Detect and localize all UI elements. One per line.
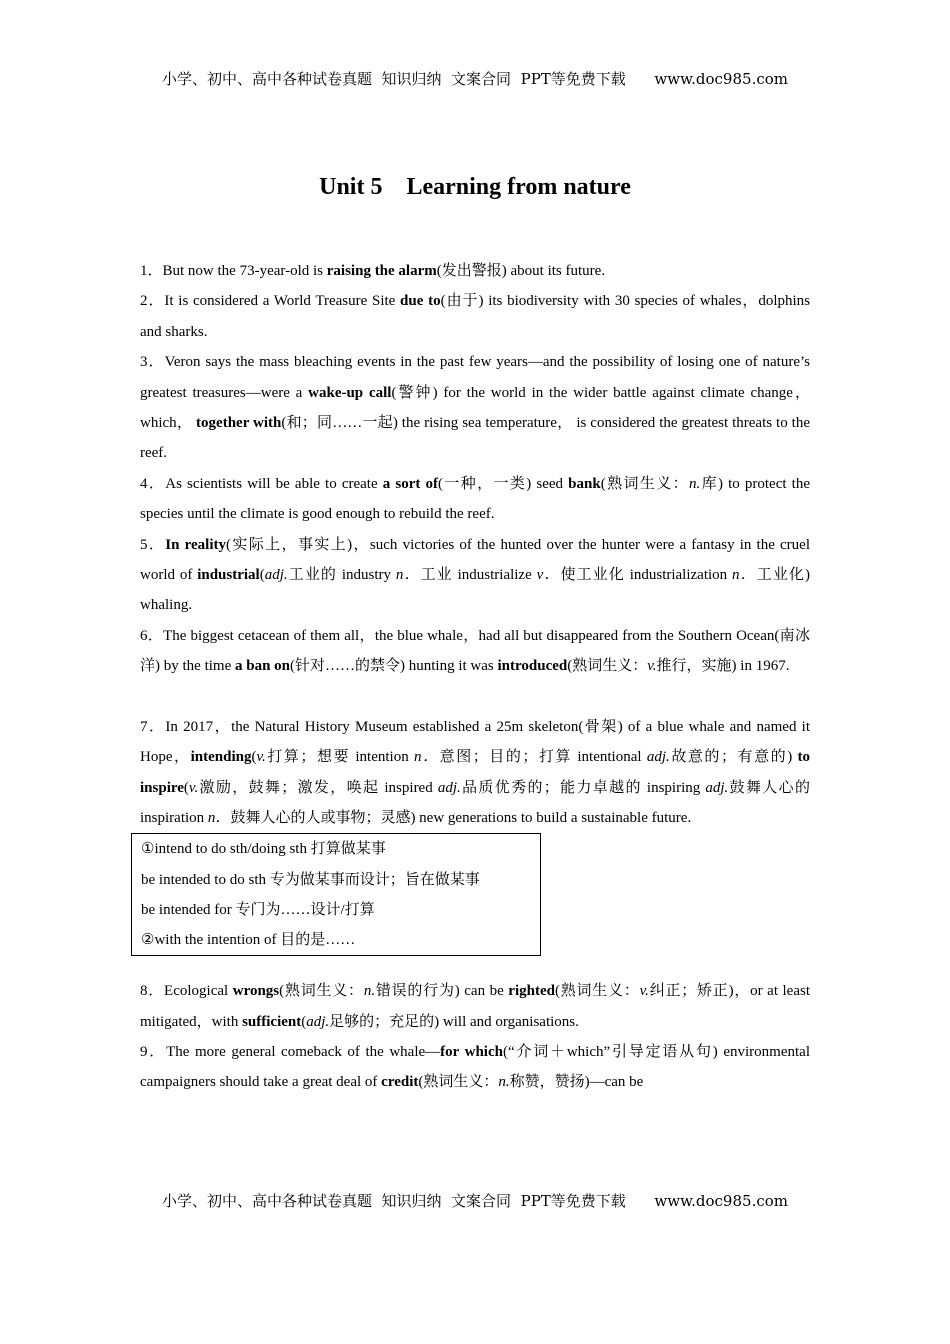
usage-note-line: be intended to do sth 专为做某事而设计；旨在做某事: [141, 871, 480, 888]
item-9: 9．The more general comeback of the whale—for which(“介词＋which”引导定语从句) environmental campaigners should take a great deal of credit(熟词生义：n.称赞，赞扬)—can be: [140, 1043, 810, 1091]
usage-note-line: ①intend to do sth/doing sth 打算做某事: [141, 841, 386, 858]
page-footer: 小学、初中、高中各种试卷真题 知识归纳 文案合同 PPT等免费下载 www.doc985.com: [161, 1192, 788, 1210]
item-3: 3．Veron says the mass bleaching events in the past few years—and the possibility of losing one of nature’s greatest treasures—were a wake-up call(警钟) for the world in the wider battle against climate change， which， together with(和；同……一起) the rising sea temperature， is considered the greatest threats to the reef.: [140, 354, 810, 462]
item-8: 8．Ecological wrongs(熟词生义：n.错误的行为) can be righted(熟词生义：v.纠正；矫正)，or at least mitigated，with sufficient(adj.足够的；充足的) will and organisations.: [140, 983, 811, 1030]
page-header: 小学、初中、高中各种试卷真题 知识归纳 文案合同 PPT等免费下载 www.doc985.com: [161, 70, 788, 88]
page-title: Unit 5 Learning from nature: [319, 174, 631, 200]
item-2: 2．It is considered a World Treasure Site due to(由于) its biodiversity with 30 species of whales，dolphins and sharks.: [140, 293, 810, 340]
item-6: 6．The biggest cetacean of them all，the blue whale，had all but disappeared from the Southern Ocean(南冰洋) by the time a ban on(针对……的禁令) hunting it was introduced(熟词生义：v.推行，实施) in 1967.: [140, 627, 810, 675]
usage-note-line: be intended for 专门为……设计/打算: [141, 901, 375, 918]
usage-note-box: [131, 833, 541, 956]
item-4: 4．As scientists will be able to create a sort of(一种，一类) seed bank(熟词生义：n.库) to protect the species until the climate is good enough to rebuild the reef.: [140, 475, 810, 523]
usage-note-line: ②with the intention of 目的是……: [141, 931, 356, 948]
item-1: 1．But now the 73-year-old is raising the alarm(发出警报) about its future.: [140, 263, 606, 279]
item-7: 7．In 2017，the Natural History Museum established a 25m skeleton(骨架) of a blue whale and named it Hope，intending(v.打算；想要 intention n．意图；目的；打算 intentional adj.故意的；有意的) to inspire(v.激励，鼓舞；激发，唤起 inspired adj.品质优秀的；能力卓越的 inspiring adj.鼓舞人心的 inspiration n．鼓舞人心的人或事物；灵感) new generations to build a sustainable future.: [140, 718, 810, 826]
document-body: [140, 256, 810, 1098]
item-5: 5．In reality(实际上，事实上)，such victories of the hunted over the hunter were a fantasy in the cruel world of industrial(adj.工业的 industry n．工业 industrialize v．使工业化 industrialization n．工业化) whaling.: [140, 536, 810, 614]
